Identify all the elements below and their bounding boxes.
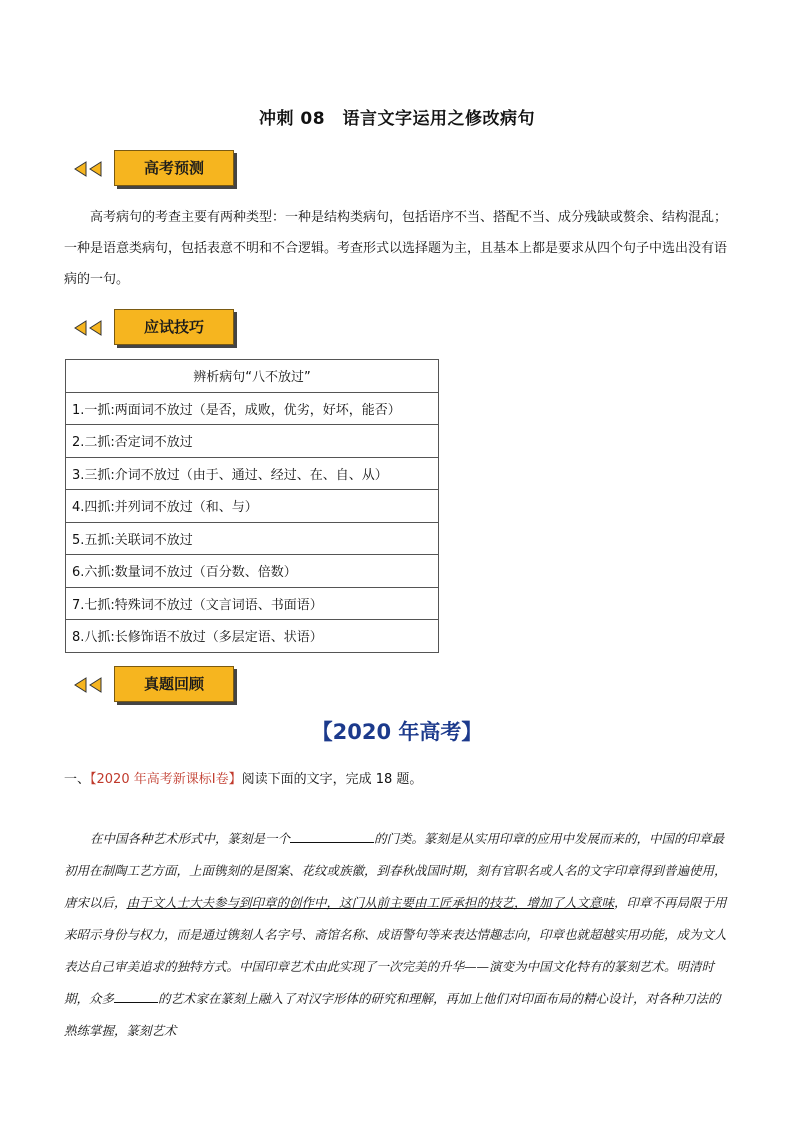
passage-text: ，印章不再局限于用来昭示身份与权力，而是通过镌刻人名字号、斋馆名称、成语警句等来表达情趣志向，印章也就超越实用功能，成为文人表达自己审美追求的独特方式。中国印章艺术由此实现了一次完美的升华——演变为中国文化特有的篆刻艺术。明清时期，众多: [64, 895, 727, 1006]
question-instruction: 阅读下面的文字，完成 18 题。: [241, 772, 423, 787]
year-heading: 【2020 年高考】: [311, 720, 483, 744]
double-left-arrow-icon: [74, 320, 106, 336]
table-cell: 7.七抓:特殊词不放过（文言词语、书面语）: [66, 587, 439, 620]
table-row: [66, 522, 439, 555]
underlined-sentence: 由于文人士大夫参与到印章的创作中，这门从前主要由工匠承担的技艺，增加了人文意味: [126, 895, 615, 910]
section-skills-label: 应试技巧: [143, 318, 204, 336]
table-cell: 4.四抓:并列词不放过（和、与）: [66, 490, 439, 523]
table-row: [66, 490, 439, 523]
rules-table: [65, 359, 439, 653]
section-forecast-header: [74, 150, 254, 188]
fill-blank-1: [290, 829, 374, 843]
table-row: [66, 425, 439, 458]
table-cell: 8.八抓:长修饰语不放过（多层定语、状语）: [66, 620, 439, 653]
passage-text: 的艺术家在篆刻上融入了对汉字形体的研究和理解，再加上他们对印面布局的精心设计，对各种刀法的熟练掌握，篆刻艺术: [64, 991, 721, 1038]
fill-blank-2: [114, 989, 158, 1003]
section-skills-badge: [114, 309, 234, 345]
table-cell: 5.五抓:关联词不放过: [66, 522, 439, 555]
section-review-label: 真题回顾: [143, 675, 204, 693]
table-row: [66, 620, 439, 653]
forecast-paragraph: 高考病句的考查主要有两种类型：一种是结构类病句，包括语序不当、搭配不当、成分残缺或赘余、结构混乱；一种是语意类病句，包括表意不明和不合逻辑。考查形式以选择题为主，且基本上都是要求从四个句子中选出没有语病的一句。: [64, 210, 728, 287]
table-cell: 6.六抓:数量词不放过（百分数、倍数）: [66, 555, 439, 588]
passage-text: 的门类。篆刻是从实用印章的应用中发展而来的，中国的印章最初用在制陶工艺方面，上面镌刻的是图案、花纹或族徽，到春秋战国时期，刻有官职名或人名的文字印章得到普遍使用，唐宋以后，: [64, 831, 727, 910]
table-row: [66, 392, 439, 425]
question-source: 【2020 年高考新课标Ⅰ卷】: [90, 772, 242, 787]
table-row: [66, 555, 439, 588]
section-review-header: [74, 666, 254, 704]
question-intro: [64, 768, 422, 787]
table-cell: 1.一抓:两面词不放过（是否，成败，优劣，好坏，能否）: [66, 392, 439, 425]
table-cell: 2.二抓:否定词不放过: [66, 425, 439, 458]
section-review-badge: [114, 666, 234, 702]
section-skills-header: [74, 309, 254, 347]
passage-text: 在中国各种艺术形式中，篆刻是一个: [90, 831, 291, 846]
table-header: 辨析病句“八不放过”: [66, 360, 439, 393]
double-left-arrow-icon: [74, 677, 106, 693]
question-number: 一、: [64, 772, 91, 787]
section-forecast-badge: [114, 150, 234, 186]
double-left-arrow-icon: [74, 161, 106, 177]
table-row: [66, 587, 439, 620]
section-forecast-label: 高考预测: [143, 159, 204, 177]
table-cell: 3.三抓:介词不放过（由于、通过、经过、在、自、从）: [66, 457, 439, 490]
table-header-row: [66, 360, 439, 393]
table-row: [66, 457, 439, 490]
page-title: 冲刺 08 语言文字运用之修改病句: [258, 109, 536, 129]
reading-passage: [64, 823, 732, 1047]
